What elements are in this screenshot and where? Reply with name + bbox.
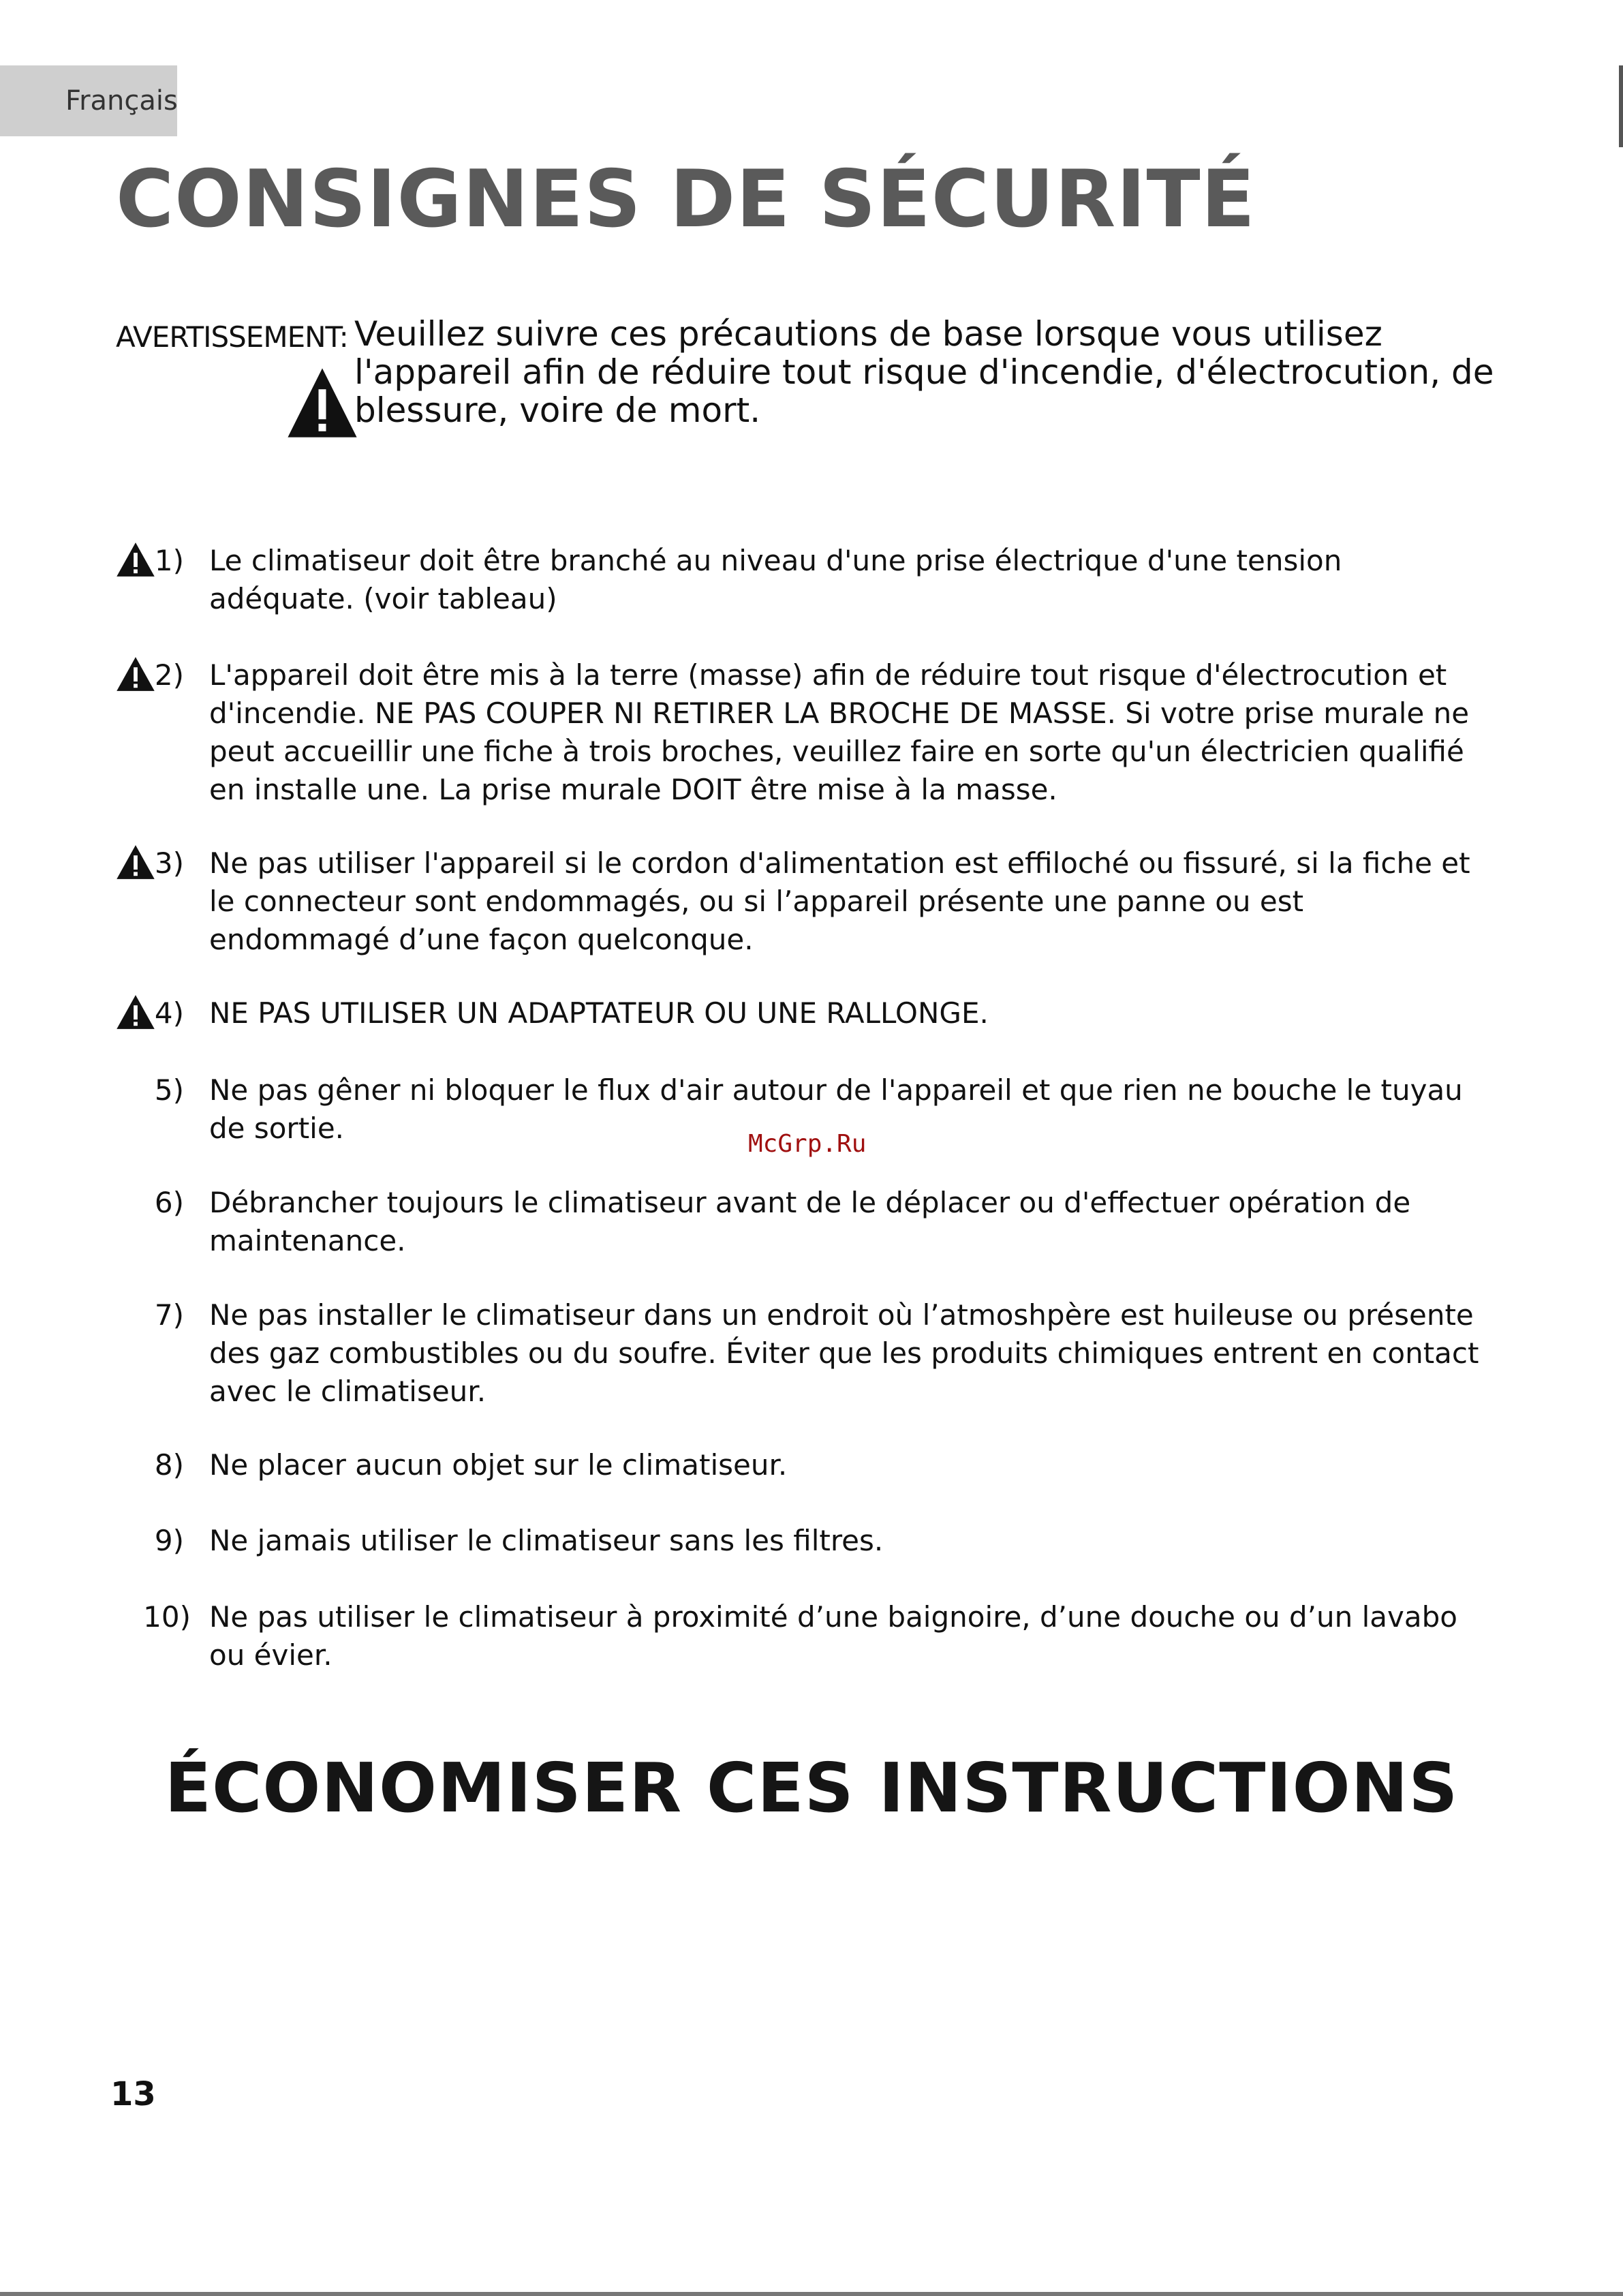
item-number: 9) bbox=[154, 1524, 184, 1557]
warning-text: Veuillez suivre ces précautions de base lorsque vous utilisez l'appareil afin de réduire tout risque d'incendie, d'électrocution, de blessure, voire de mort. bbox=[354, 314, 1494, 430]
warning-label: AVERTISSEMENT: bbox=[116, 320, 348, 354]
closing-heading: ÉCONOMISER CES INSTRUCTIONS bbox=[164, 1748, 1459, 1828]
item-number: 3) bbox=[154, 846, 184, 880]
item-text: NE PAS UTILISER UN ADAPTATEUR OU UNE RALLONGE. bbox=[209, 996, 989, 1030]
item-text: Ne pas utiliser l'appareil si le cordon d'alimentation est effiloché ou fissuré, si la fiche et le connecteur sont endommagés, ou si l’appareil présente une panne ou est endommagé d’une façon quelconque. bbox=[209, 846, 1470, 956]
item-text: L'appareil doit être mis à la terre (masse) afin de réduire tout risque d'électrocution et d'incendie. NE PAS COUPER NI RETIRER LA BROCHE DE MASSE. Si votre prise murale ne peut accueillir une fiche à trois broches, veuillez faire en sorte qu'un électricien qualifié en installe une. La prise murale DOIT être mise à la masse. bbox=[209, 658, 1470, 806]
item-number: 6) bbox=[154, 1186, 184, 1219]
item-number: 5) bbox=[154, 1073, 184, 1107]
item-text: Ne pas installer le climatiseur dans un endroit où l’atmoshpère est huileuse ou présente des gaz combustibles ou du soufre. Éviter que les produits chimiques entrent en contact avec le climatiseur. bbox=[209, 1298, 1479, 1408]
page-number: 13 bbox=[110, 2075, 156, 2113]
bottom-rule bbox=[0, 2292, 1623, 2296]
edge-rule bbox=[1619, 65, 1623, 147]
item-number: 2) bbox=[154, 658, 184, 692]
page-title: CONSIGNES DE SÉCURITÉ bbox=[116, 153, 1256, 245]
item-number: 1) bbox=[154, 544, 184, 577]
item-number: 8) bbox=[154, 1448, 184, 1482]
item-number: 7) bbox=[154, 1298, 184, 1332]
item-text: Ne placer aucun objet sur le climatiseur. bbox=[209, 1448, 788, 1482]
warning-triangle-icon bbox=[285, 365, 360, 440]
watermark: McGrp.Ru bbox=[748, 1130, 867, 1158]
item-number: 4) bbox=[154, 996, 184, 1030]
item-number: 10) bbox=[143, 1600, 191, 1634]
language-tab: Français bbox=[0, 65, 177, 136]
item-text: Ne pas utiliser le climatiseur à proximité d’une baignoire, d’une douche ou d’un lavabo ou évier. bbox=[209, 1600, 1457, 1672]
item-text: Le climatiseur doit être branché au niveau d'une prise électrique d'une tension adéquate. (voir tableau) bbox=[209, 544, 1342, 615]
item-text: Débrancher toujours le climatiseur avant de le déplacer ou d'effectuer opération de maintenance. bbox=[209, 1186, 1411, 1257]
item-text: Ne pas gêner ni bloquer le flux d'air autour de l'appareil et que rien ne bouche le tuyau de sortie. bbox=[209, 1073, 1463, 1145]
item-text: Ne jamais utiliser le climatiseur sans les filtres. bbox=[209, 1524, 884, 1557]
